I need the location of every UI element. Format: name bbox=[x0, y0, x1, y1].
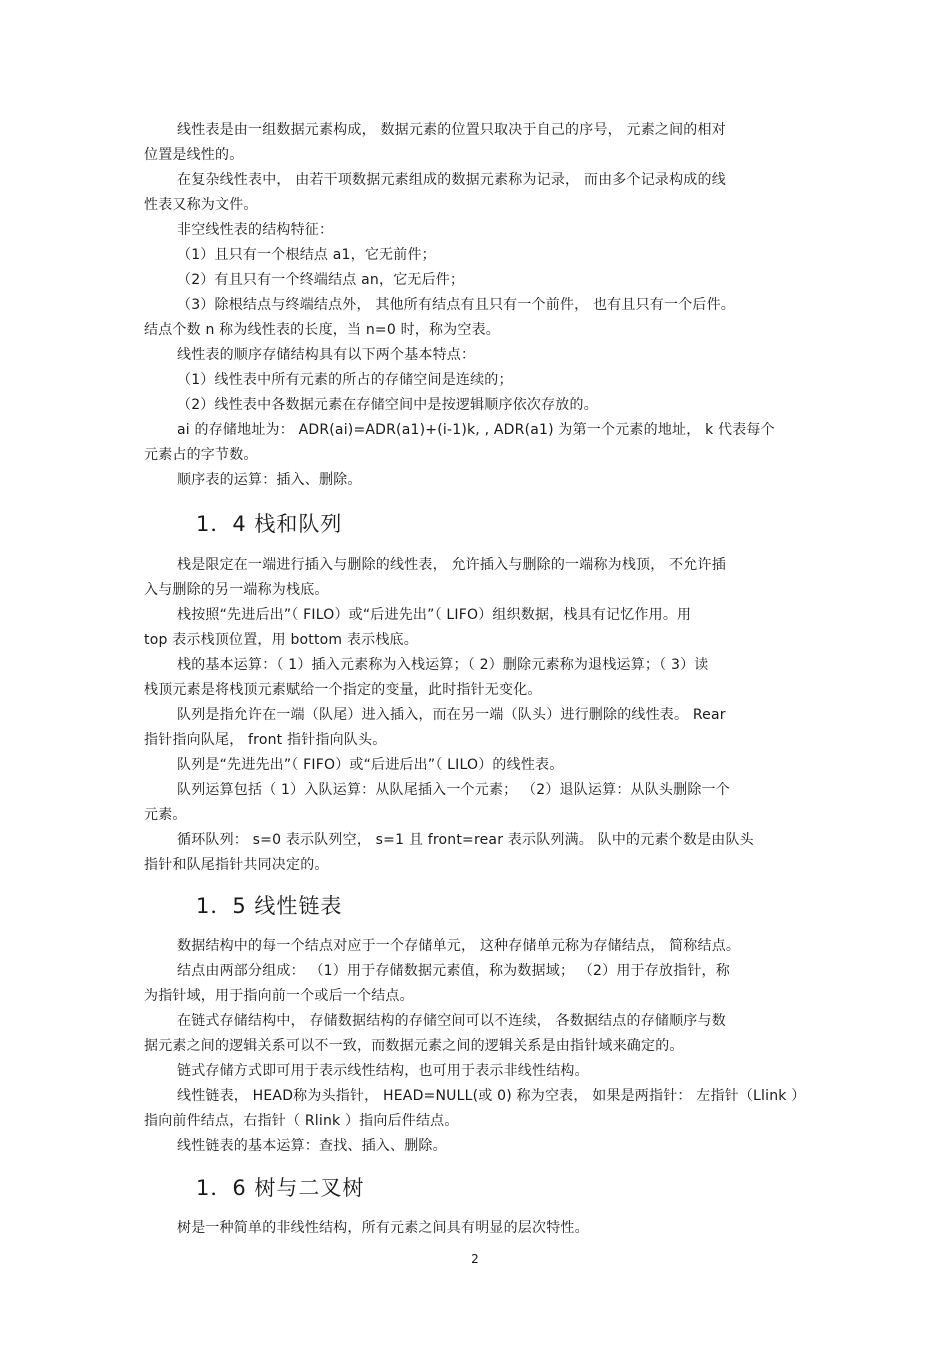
paragraph-line: 位置是线性的。 bbox=[144, 147, 244, 163]
paragraph-line: 队列是指允许在一端（队尾）进入插入，而在另一端（队头）进行删除的线性表。 Rear bbox=[177, 707, 726, 723]
paragraph-line: 在链式存储结构中， 存储数据结构的存储空间可以不连续， 各数据结点的存储顺序与数 bbox=[177, 1013, 726, 1029]
paragraph-line: 循环队列： s=0 表示队列空， s=1 且 front=rear 表示队列满。 队中的元素个数是由队头 bbox=[177, 832, 754, 848]
list-item: （2）线性表中各数据元素在存储空间中是按逻辑顺序依次存放的。 bbox=[177, 397, 598, 413]
list-item: （2）有且只有一个终端结点 an，它无后件； bbox=[177, 272, 465, 288]
paragraph-line: ai 的存储地址为： ADR(ai)=ADR(a1)+(i-1)k, , ADR(a1) 为第一个元素的地址， k 代表每个 bbox=[177, 422, 775, 438]
paragraph-line: 指针指向队尾， front 指针指向队头。 bbox=[144, 732, 387, 748]
paragraph-line: 据元素之间的逻辑关系可以不一致，而数据元素之间的逻辑关系是由指针域来确定的。 bbox=[144, 1038, 684, 1054]
paragraph-line: 指向前件结点，右指针（ Rlink ）指向后件结点。 bbox=[144, 1113, 459, 1129]
paragraph-line: 在复杂线性表中， 由若干项数据元素组成的数据元素称为记录， 而由多个记录构成的线 bbox=[177, 172, 726, 188]
paragraph-line: 队列是“先进先出”（ FIFO）或“后进后出”（ LILO）的线性表。 bbox=[177, 757, 564, 773]
paragraph-line: 结点个数 n 称为线性表的长度，当 n=0 时，称为空表。 bbox=[144, 322, 500, 338]
list-item: （3）除根结点与终端结点外， 其他所有结点有且只有一个前件， 也有且只有一个后件。 bbox=[177, 297, 736, 313]
paragraph-line: 为指针域，用于指向前一个或后一个结点。 bbox=[144, 988, 414, 1004]
paragraph-line: 指针和队尾指针共同决定的。 bbox=[144, 857, 329, 873]
paragraph-line: 队列运算包括（ 1）入队运算：从队尾插入一个元素； （2）退队运算：从队头删除一个 bbox=[177, 782, 730, 798]
paragraph-line: 元素。 bbox=[144, 807, 187, 823]
list-item: （1）线性表中所有元素的所占的存储空间是连续的； bbox=[177, 372, 513, 388]
section-heading: 1．4 栈和队列 bbox=[196, 512, 343, 536]
paragraph-line: 栈是限定在一端进行插入与删除的线性表， 允许插入与删除的一端称为栈顶， 不允许插 bbox=[177, 557, 726, 573]
paragraph-line: 栈顶元素是将栈顶元素赋给一个指定的变量，此时指针无变化。 bbox=[144, 682, 542, 698]
paragraph-line: top 表示栈顶位置，用 bottom 表示栈底。 bbox=[144, 632, 418, 648]
page-number: 2 bbox=[471, 1252, 479, 1266]
section-heading: 1．6 树与二叉树 bbox=[196, 1176, 365, 1200]
paragraph-line: 栈的基本运算：（ 1）插入元素称为入栈运算；（ 2）删除元素称为退栈运算；（ 3）读 bbox=[177, 657, 709, 673]
paragraph-line: 线性链表， HEAD称为头指针， HEAD=NULL(或 0) 称为空表， 如果是两指针： 左指针（Llink ） bbox=[177, 1088, 806, 1104]
page-content bbox=[144, 118, 804, 1241]
list-item: （1）且只有一个根结点 a1，它无前件； bbox=[177, 247, 436, 263]
paragraph-line: 树是一种简单的非线性结构，所有元素之间具有明显的层次特性。 bbox=[177, 1220, 589, 1236]
paragraph-line: 数据结构中的每一个结点对应于一个存储单元， 这种存储单元称为存储结点， 简称结点。 bbox=[177, 938, 741, 954]
paragraph-line: 线性链表的基本运算：查找、插入、删除。 bbox=[177, 1138, 447, 1154]
paragraph-line: 栈按照“先进后出”（ FILO）或“后进先出”（ LIFO）组织数据，栈具有记忆作用。用 bbox=[177, 607, 692, 623]
paragraph-line: 性表又称为文件。 bbox=[144, 197, 258, 213]
paragraph-line: 顺序表的运算：插入、删除。 bbox=[177, 472, 362, 488]
paragraph-line: 线性表是由一组数据元素构成， 数据元素的位置只取决于自己的序号， 元素之间的相对 bbox=[177, 122, 726, 138]
paragraph-line: 入与删除的另一端称为栈底。 bbox=[144, 582, 329, 598]
paragraph-line: 非空线性表的结构特征： bbox=[177, 222, 334, 238]
paragraph-line: 结点由两部分组成： （1）用于存储数据元素值，称为数据域； （2）用于存放指针，称 bbox=[177, 963, 730, 979]
paragraph-line: 线性表的顺序存储结构具有以下两个基本特点： bbox=[177, 347, 476, 363]
paragraph-line: 元素占的字节数。 bbox=[144, 447, 258, 463]
section-heading: 1．5 线性链表 bbox=[196, 894, 343, 918]
paragraph-line: 链式存储方式即可用于表示线性结构，也可用于表示非线性结构。 bbox=[177, 1063, 589, 1079]
